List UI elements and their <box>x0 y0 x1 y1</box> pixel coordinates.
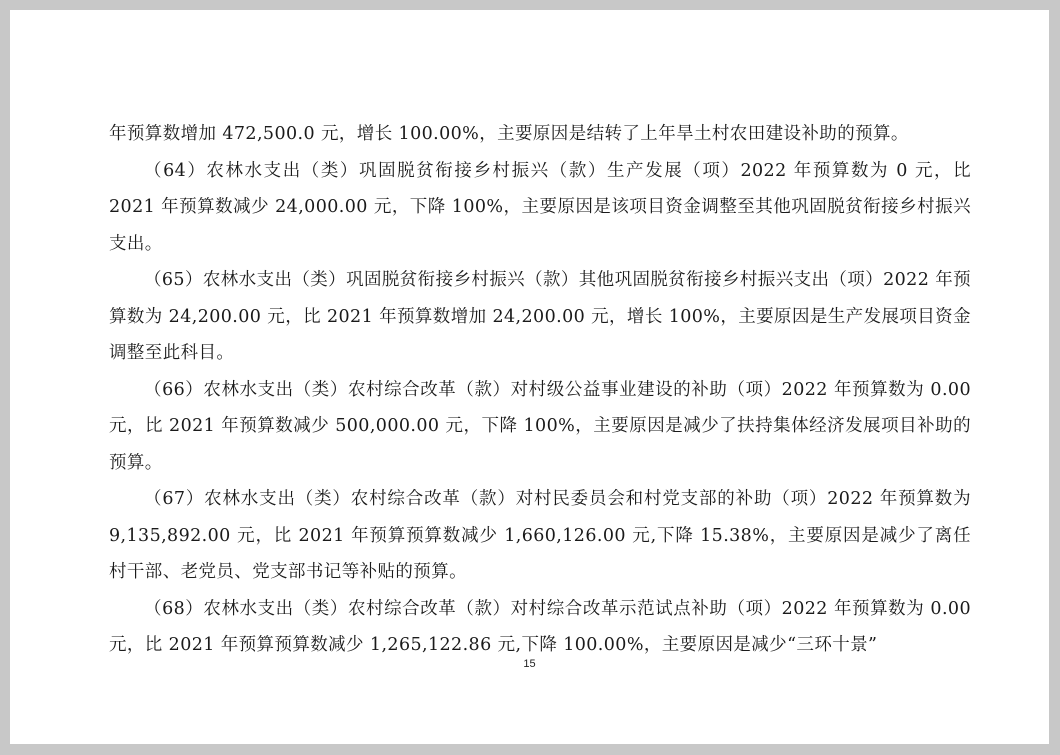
document-body <box>109 116 971 664</box>
paragraph-item-66: （66）农林水支出（类）农村综合改革（款）对村级公益事业建设的补助（项）2022 年预算数为 0.00 元，比 2021 年预算数减少 500,000.00 元，下降 100%，主要原因是减少了扶持集体经济发展项目补助的预算。 <box>109 379 971 473</box>
paragraph-continuation: 年预算数增加 472,500.0 元，增长 100.00%，主要原因是结转了上年旱土村农田建设补助的预算。 <box>109 124 909 144</box>
paragraph-item-65: （65）农林水支出（类）巩固脱贫衔接乡村振兴（款）其他巩固脱贫衔接乡村振兴支出（项）2022 年预算数为 24,200.00 元，比 2021 年预算数增加 24,200.00 元，增长 100%，主要原因是生产发展项目资金调整至此科目。 <box>109 270 971 363</box>
page-number: 15 <box>523 658 536 670</box>
paragraph-item-67: （67）农林水支出（类）农村综合改革（款）对村民委员会和村党支部的补助（项）2022 年预算数为 9,135,892.00 元，比 2021 年预算预算数减少 1,660,126.00 元,下降 15.38%，主要原因是减少了离任村干部、老党员、党支部书记等补贴的预算。 <box>109 489 971 582</box>
paragraph-item-68: （68）农林水支出（类）农村综合改革（款）对村综合改革示范试点补助（项）2022 年预算数为 0.00 元，比 2021 年预算预算数减少 1,265,122.86 元,下降 100.00%，主要原因是减少“三环十景” <box>109 598 971 655</box>
document-page <box>10 10 1049 744</box>
paragraph-item-64: （64）农林水支出（类）巩固脱贫衔接乡村振兴（款）生产发展（项）2022 年预算数为 0 元，比 2021 年预算数减少 24,000.00 元，下降 100%，主要原因是该项目资金调整至其他巩固脱贫衔接乡村振兴支出。 <box>109 160 971 254</box>
